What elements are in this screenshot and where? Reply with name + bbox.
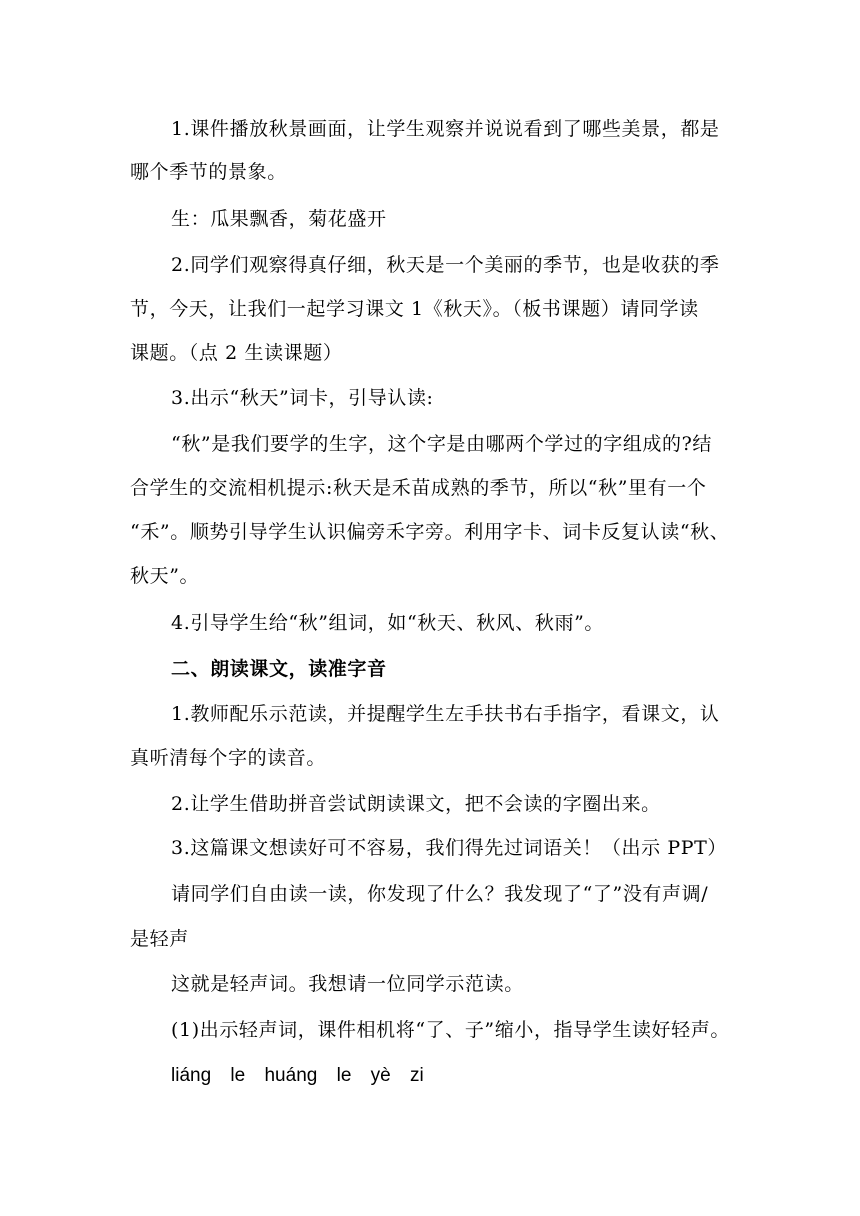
paragraph-5-line-2: 合学生的交流相机提示:秋天是禾苗成熟的季节，所以“秋”里有一个 bbox=[130, 477, 707, 499]
paragraph-7-line-2: 真听清每个字的读音。 bbox=[130, 747, 327, 769]
pinyin-line: liáng le huáng le yè zi bbox=[171, 1065, 424, 1086]
section-heading-2: 二、朗读课文，读准字音 bbox=[171, 658, 387, 680]
paragraph-4: 3.出示“秋天”词卡，引导认读: bbox=[171, 387, 434, 409]
paragraph-6: 4.引导学生给“秋”组词，如“秋天、秋风、秋雨”。 bbox=[171, 612, 604, 634]
paragraph-10-line-2: 是轻声 bbox=[130, 928, 189, 950]
paragraph-3-line-3: 课题。（点 2 生读课题） bbox=[130, 342, 343, 364]
paragraph-11: 这就是轻声词。我想请一位同学示范读。 bbox=[171, 973, 524, 995]
paragraph-12: (1)出示轻声词，课件相机将“了、子”缩小，指导学生读好轻声。 bbox=[171, 1019, 730, 1041]
paragraph-7-line-1: 1.教师配乐示范读，并提醒学生左手扶书右手指字，看课文，认 bbox=[171, 703, 720, 725]
paragraph-1-line-1: 1.课件播放秋景画面，让学生观察并说说看到了哪些美景，都是 bbox=[171, 118, 720, 140]
paragraph-3-line-1: 2.同学们观察得真仔细，秋天是一个美丽的季节，也是收获的季 bbox=[171, 254, 720, 276]
paragraph-3-line-2: 节，今天，让我们一起学习课文 1《秋天》。（板书课题）请同学读 bbox=[130, 298, 699, 320]
paragraph-10-line-1: 请同学们自由读一读，你发现了什么？我发现了“了”没有声调/ bbox=[171, 883, 709, 905]
paragraph-2: 生：瓜果飘香，菊花盛开 bbox=[171, 208, 387, 230]
paragraph-9: 3.这篇课文想读好可不容易，我们得先过词语关！（出示 PPT） bbox=[171, 837, 728, 859]
paragraph-5-line-3: “禾”。顺势引导学生认识偏旁禾字旁。利用字卡、词卡反复认读“秋、 bbox=[130, 521, 730, 543]
paragraph-5-line-4: 秋天”。 bbox=[130, 565, 200, 587]
paragraph-5-line-1: “秋”是我们要学的生字，这个字是由哪两个学过的字组成的?结 bbox=[171, 433, 713, 455]
paragraph-1-line-2: 哪个季节的景象。 bbox=[130, 161, 287, 183]
paragraph-8: 2.让学生借助拼音尝试朗读课文，把不会读的字圈出来。 bbox=[171, 793, 661, 815]
